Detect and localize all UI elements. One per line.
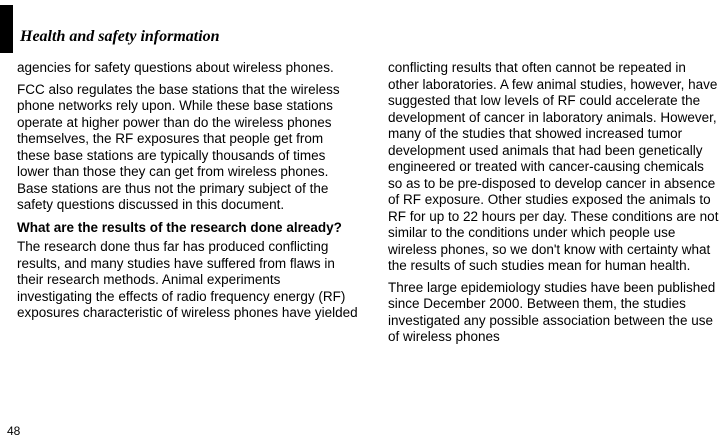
right-column [388, 60, 720, 351]
header-corner-bar [0, 5, 13, 53]
section-heading-research-results: What are the results of the research done already? [17, 219, 342, 235]
paragraph-fcc-base-stations: FCC also regulates the base stations that the wireless phone networks rely upon. While these base stations operate at higher power than do the wireless phones themselves, the RF exposures that people get from these base stations are typically thousands of times lower than those they can get from wireless phones. Base stations are thus not the primary subject of the safety questions discussed in this document. [17, 81, 340, 212]
paragraph-research-done: The research done thus far has produced conflicting results, and many studies have suffered from flaws in their research methods. Animal experiments investigating the effects of radio frequency energy (RF) exposures characteristic of wireless phones have yielded [17, 239, 358, 320]
page-number: 48 [7, 424, 21, 438]
paragraph-epidemiology-studies: Three large epidemiology studies have been published since December 2000. Between them, the studies investigated any possible association between the use of wireless phones [388, 279, 716, 344]
chapter-title: Health and safety information [20, 28, 220, 45]
left-column [17, 60, 359, 327]
paragraph-agencies: agencies for safety questions about wireless phones. [17, 60, 334, 75]
paragraph-conflicting-results: conflicting results that often cannot be repeated in other laboratories. A few animal studies, however, have suggested that low levels of RF could accelerate the development of cancer in laboratory animals. However, many of the studies that showed increased tumor development used animals that had been genetically engineered or treated with cancer-causing chemicals so as to be pre-disposed to develop cancer in absence of RF exposure. Other studies exposed the animals to RF for up to 22 hours per day. These conditions are not similar to the conditions under which people use wireless phones, so we don't know with certainty what the results of such studies mean for human health. [388, 60, 719, 273]
